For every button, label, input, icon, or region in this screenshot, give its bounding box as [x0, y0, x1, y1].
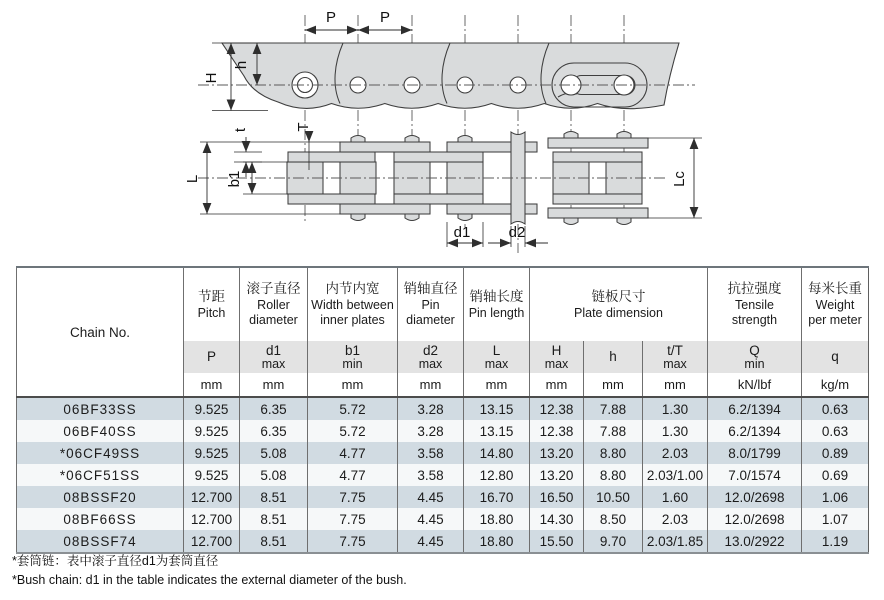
- inner-plate: [288, 194, 375, 204]
- symbol-b1-min: b1 min: [308, 341, 398, 373]
- cell-value: 12.38: [530, 420, 584, 442]
- outer-plate: [548, 138, 648, 148]
- cell-value: 8.51: [240, 486, 308, 508]
- cell-value: 1.06: [802, 486, 869, 508]
- column-header-tensile-strength: 抗拉强度 Tensile strength: [708, 267, 802, 341]
- cell-value: 2.03/1.00: [643, 464, 708, 486]
- cell-value: 13.20: [530, 442, 584, 464]
- cell-value: 9.525: [184, 397, 240, 420]
- dim-label-t: t: [232, 127, 249, 133]
- cell-value: 8.50: [584, 508, 643, 530]
- cell-value: 7.0/1574: [708, 464, 802, 486]
- cell-value: 4.45: [398, 486, 464, 508]
- cell-value: 3.58: [398, 442, 464, 464]
- cell-value: 1.19: [802, 530, 869, 553]
- outer-plate: [340, 204, 430, 214]
- table-row: [17, 397, 869, 420]
- footnote-en: *Bush chain: d1 in the table indicates the external diameter of the bush.: [12, 572, 407, 587]
- cell-value: 6.35: [240, 397, 308, 420]
- column-header-pitch: 节距 Pitch: [184, 267, 240, 341]
- cell-value: 4.45: [398, 508, 464, 530]
- cell-value: 6.2/1394: [708, 420, 802, 442]
- cell-value: 5.72: [308, 397, 398, 420]
- cell-value: 0.63: [802, 397, 869, 420]
- chain-diagram: [0, 0, 884, 262]
- cell-value: 2.03: [643, 442, 708, 464]
- table-row: [17, 464, 869, 486]
- unit-cell: mm: [584, 373, 643, 397]
- spec-table: [16, 266, 869, 554]
- cell-value: 8.0/1799: [708, 442, 802, 464]
- cell-value: 1.30: [643, 397, 708, 420]
- cell-value: 7.75: [308, 530, 398, 553]
- cell-value: 6.35: [240, 420, 308, 442]
- cell-value: 12.700: [184, 530, 240, 553]
- inner-plate: [394, 194, 483, 204]
- cell-value: 1.30: [643, 420, 708, 442]
- cell-value: 5.08: [240, 464, 308, 486]
- column-header-roller-diameter: 滚子直径 Roller diameter: [240, 267, 308, 341]
- cell-value: 3.58: [398, 464, 464, 486]
- dim-label-Lc: Lc: [671, 171, 688, 187]
- header-row-names: [17, 267, 869, 341]
- symbol-h: h: [584, 341, 643, 373]
- cell-chain-no: *06CF49SS: [17, 442, 184, 464]
- cell-value: 12.700: [184, 508, 240, 530]
- symbol-Q-min: Q min: [708, 341, 802, 373]
- cell-chain-no: *06CF51SS: [17, 464, 184, 486]
- cell-chain-no: 06BF33SS: [17, 397, 184, 420]
- cell-value: 12.38: [530, 397, 584, 420]
- cell-value: 13.20: [530, 464, 584, 486]
- inner-plate: [553, 152, 642, 162]
- dim-label-b1: b1: [226, 170, 243, 188]
- cell-value: 7.75: [308, 508, 398, 530]
- cell-value: 6.2/1394: [708, 397, 802, 420]
- cell-chain-no: 08BSSF20: [17, 486, 184, 508]
- cell-value: 10.50: [584, 486, 643, 508]
- column-header-weight-per-meter: 每米长重 Weight per meter: [802, 267, 869, 341]
- cell-value: 0.69: [802, 464, 869, 486]
- dim-label-d1: d1: [453, 224, 471, 241]
- cell-value: 3.28: [398, 420, 464, 442]
- dim-label-pitch-2: P: [379, 9, 391, 26]
- cell-value: 4.45: [398, 530, 464, 553]
- cell-value: 18.80: [464, 530, 530, 553]
- plan-view: [184, 122, 702, 247]
- cell-value: 2.03: [643, 508, 708, 530]
- dim-label-L: L: [184, 174, 201, 184]
- unit-cell: mm: [240, 373, 308, 397]
- column-header-pin-diameter: 销轴直径 Pin diameter: [398, 267, 464, 341]
- cell-value: 0.63: [802, 420, 869, 442]
- cell-value: 13.0/2922: [708, 530, 802, 553]
- unit-cell: mm: [530, 373, 584, 397]
- unit-cell: kN/lbf: [708, 373, 802, 397]
- unit-cell: mm: [464, 373, 530, 397]
- cell-value: 18.80: [464, 508, 530, 530]
- cell-value: 4.77: [308, 442, 398, 464]
- cell-value: 9.70: [584, 530, 643, 553]
- unit-cell: kg/m: [802, 373, 869, 397]
- inner-plate: [394, 152, 483, 162]
- cell-value: 16.50: [530, 486, 584, 508]
- table-row: [17, 530, 869, 553]
- cell-value: 8.51: [240, 508, 308, 530]
- cell-value: 13.15: [464, 420, 530, 442]
- spec-table-body: [17, 397, 869, 553]
- cell-value: 13.15: [464, 397, 530, 420]
- side-view: [198, 9, 695, 111]
- cell-chain-no: 06BF40SS: [17, 420, 184, 442]
- cell-value: 8.80: [584, 464, 643, 486]
- cell-value: 14.30: [530, 508, 584, 530]
- cell-value: 9.525: [184, 420, 240, 442]
- cell-value: 12.0/2698: [708, 486, 802, 508]
- inner-plate: [553, 194, 642, 204]
- footnote-zh: *套筒链：表中滚子直径d1为套筒直径: [12, 554, 219, 568]
- dim-label-pitch-1: P: [325, 9, 337, 26]
- cell-value: 2.03/1.85: [643, 530, 708, 553]
- cell-value: 1.07: [802, 508, 869, 530]
- column-header-chain-no: Chain No.: [17, 267, 184, 397]
- symbol-H-max: H max: [530, 341, 584, 373]
- cell-value: 8.80: [584, 442, 643, 464]
- table-row: [17, 442, 869, 464]
- dim-label-d2: d2: [508, 224, 526, 241]
- cell-value: 0.89: [802, 442, 869, 464]
- cell-value: 3.28: [398, 397, 464, 420]
- cell-value: 12.700: [184, 486, 240, 508]
- table-row: [17, 508, 869, 530]
- dim-label-h: h: [233, 60, 250, 70]
- cell-value: 15.50: [530, 530, 584, 553]
- cell-value: 8.51: [240, 530, 308, 553]
- cell-value: 7.88: [584, 420, 643, 442]
- cell-chain-no: 08BSSF74: [17, 530, 184, 553]
- cell-value: 12.80: [464, 464, 530, 486]
- cell-value: 1.60: [643, 486, 708, 508]
- unit-cell: mm: [643, 373, 708, 397]
- symbol-tT-max: t/T max: [643, 341, 708, 373]
- dim-label-T: T: [295, 122, 312, 132]
- symbol-q: q: [802, 341, 869, 373]
- inner-plate: [288, 152, 375, 162]
- symbol-d2-max: d2 max: [398, 341, 464, 373]
- cell-value: 7.88: [584, 397, 643, 420]
- symbol-d1-max: d1 max: [240, 341, 308, 373]
- cell-value: 4.77: [308, 464, 398, 486]
- column-header-pin-length: 销轴长度 Pin length: [464, 267, 530, 341]
- cell-chain-no: 08BF66SS: [17, 508, 184, 530]
- column-header-inner-width: 内节内宽 Width between inner plates: [308, 267, 398, 341]
- cell-value: 5.08: [240, 442, 308, 464]
- cell-value: 9.525: [184, 464, 240, 486]
- cell-value: 9.525: [184, 442, 240, 464]
- column-header-plate-dimension: 链板尺寸 Plate dimension: [530, 267, 708, 341]
- cell-value: 16.70: [464, 486, 530, 508]
- symbol-L-max: L max: [464, 341, 530, 373]
- cell-value: 14.80: [464, 442, 530, 464]
- unit-cell: mm: [308, 373, 398, 397]
- unit-cell: mm: [184, 373, 240, 397]
- footnotes: [12, 552, 407, 590]
- dim-label-H: H: [203, 72, 220, 84]
- outer-plate: [340, 142, 430, 152]
- symbol-P: P: [184, 341, 240, 373]
- table-row: [17, 420, 869, 442]
- unit-cell: mm: [398, 373, 464, 397]
- cell-value: 7.75: [308, 486, 398, 508]
- cell-value: 12.0/2698: [708, 508, 802, 530]
- cell-value: 5.72: [308, 420, 398, 442]
- table-row: [17, 486, 869, 508]
- outer-plate: [548, 208, 648, 218]
